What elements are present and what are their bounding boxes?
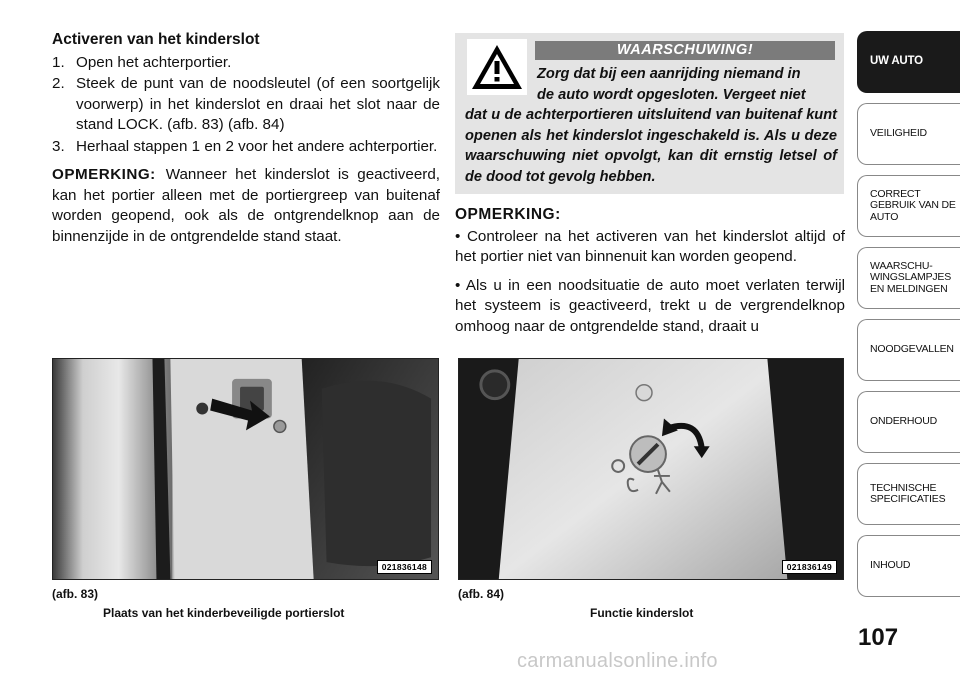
warning-box [455,33,844,194]
warning-text: Zorg dat bij een aanrijding niemand in de auto wordt opgesloten. Vergeet niet dat u de achterportieren uitsluitend van buitenaf kunt openen als het kinderslot ingeschakeld is. Als u deze waarschuwing niet opvolgt, kan dit ernstig letsel of de dood tot gevolg hebben. [465,66,837,185]
tab-uw-auto[interactable]: UW AUTO [857,31,960,93]
page-number: 107 [858,624,899,651]
steps-list [52,53,440,158]
note-bullet: • Als u in een noodsituatie de auto moet verlaten terwijl het systeem is geactiveerd, trekt u de vergrendelknop omhoog naar de ontgrendelde stand, draait u [455,276,845,335]
chapter-tabs [857,31,960,607]
figure-83-caption: Plaats van het kinderbeveiligde portierslot [103,606,345,620]
step-item: 1. Open het achterportier. [52,53,232,71]
step-item: 3. Herhaal stappen 1 en 2 voor het andere achterportier. [52,137,438,155]
figure-84-caption: Functie kinderslot [590,606,694,620]
right-column [455,205,845,346]
tab-noodgevallen[interactable]: NOODGEVALLEN [857,319,960,381]
note-bullet: • Controleer na het activeren van het kinderslot altijd of het portier niet van binnenuit kan worden geopend. [455,227,845,266]
note-heading: OPMERKING: [455,206,561,223]
door-lock-location-illustration [53,359,438,579]
tab-onderhoud[interactable]: ONDERHOUD [857,391,960,453]
tab-veiligheid[interactable]: VEILIGHEID [857,103,960,165]
left-column [52,30,440,247]
note-text: Wanneer het kinderslot is geactiveerd, kan het portier alleen met de portiergreep van buitenaf worden geopend, ook als de ontgrendelknop aan de binnenzijde in de ontgrendelde stand staat. [52,166,440,245]
figure-84-image [458,358,844,580]
tab-correct-gebruik[interactable]: CORRECT GEBRUIK VAN DE AUTO [857,175,960,237]
tab-waarschuwingslampjes[interactable]: WAARSCHUWINGSLAMPJES EN MELDINGEN [857,247,960,309]
tab-inhoud[interactable]: INHOUD [857,535,960,597]
warning-title: WAARSCHUWING! [535,41,835,60]
figure-83-number: (afb. 83) [52,587,99,601]
section-heading: Activeren van het kinderslot [52,31,260,48]
child-lock-function-illustration [459,359,843,579]
watermark: carmanualsonline.info [517,650,718,672]
note-paragraph [52,165,440,247]
figure-83-image [52,358,439,580]
note-label: OPMERKING: [52,166,156,183]
figure-code: 021836148 [377,560,432,574]
figure-84-number: (afb. 84) [458,587,505,601]
tab-technische-specificaties[interactable]: TECHNISCHE SPECIFICATIES [857,463,960,525]
step-item: 2. Steek de punt van de noodsleutel (of een soortgelijk voorwerp) in het kinderslot en draai het slot naar de stand LOCK. (afb. 83) (afb. 84) [52,75,440,133]
figure-code: 021836149 [782,560,837,574]
